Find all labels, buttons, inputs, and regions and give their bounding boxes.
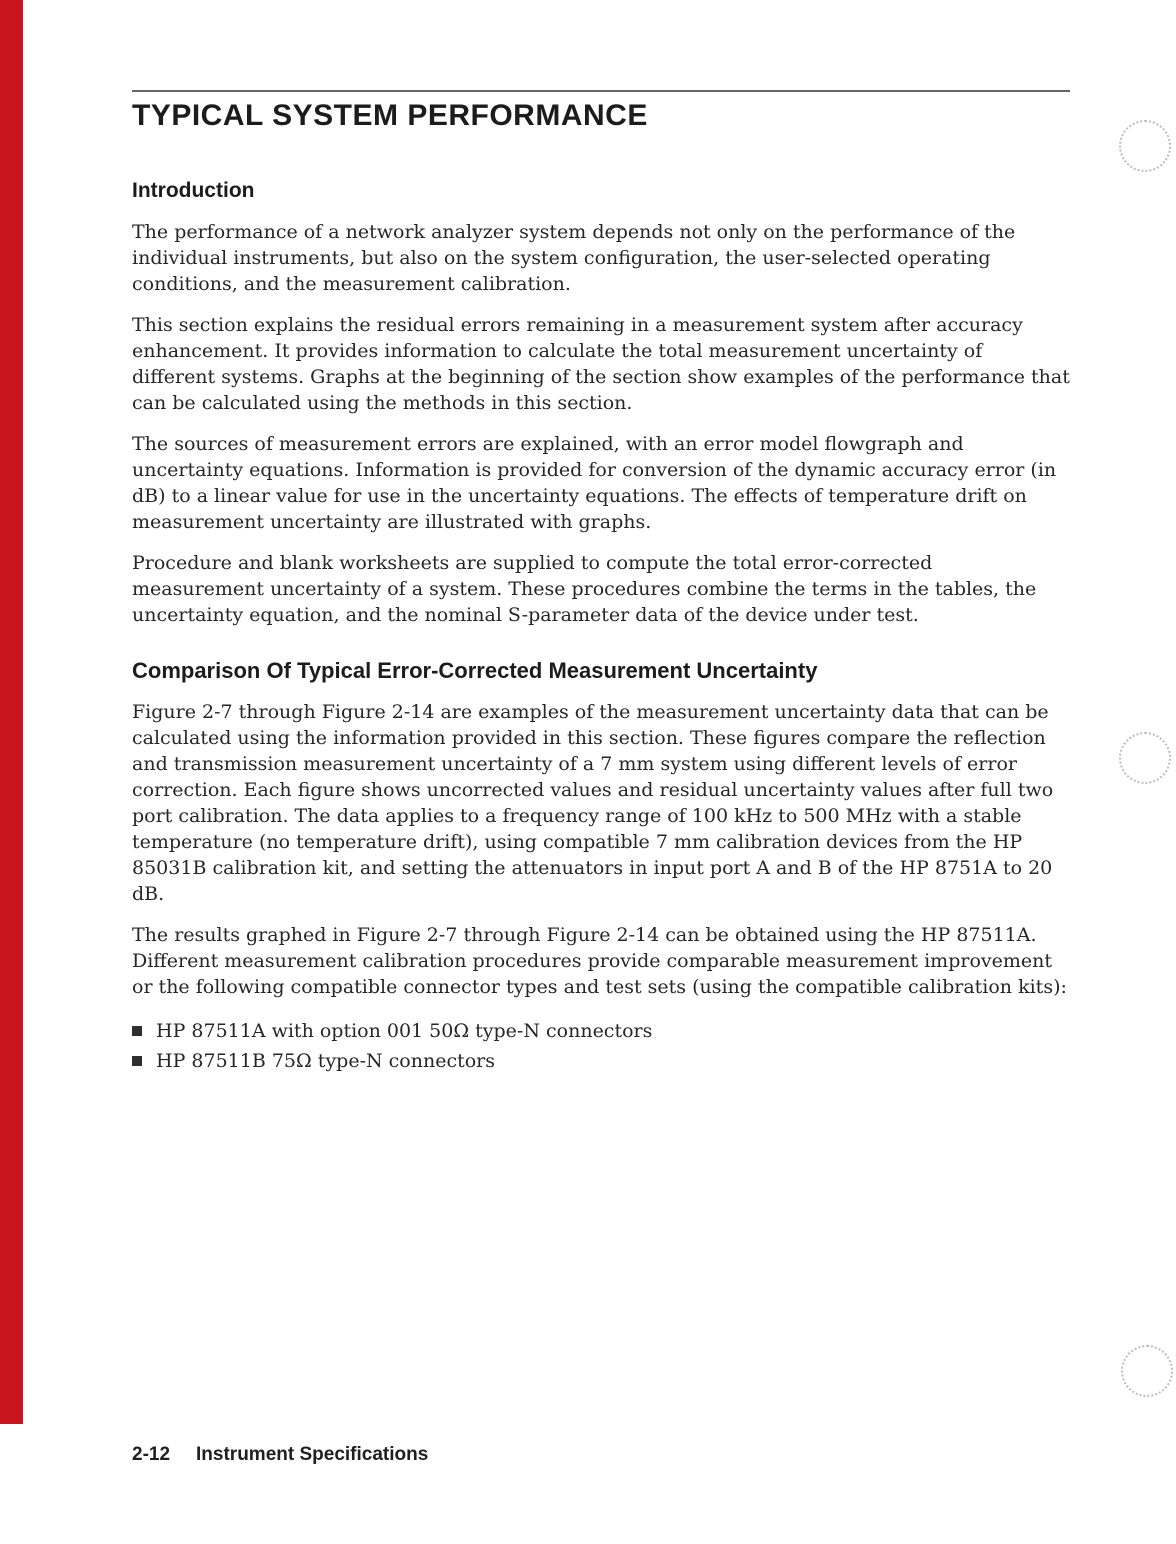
paragraph-worksheets: Procedure and blank worksheets are supplied to compute the total error-corrected measurement uncertainty of a system. These procedures combine the terms in the tables, the uncertainty equation, and the nominal S-parameter data of the device under test.	[132, 552, 1037, 626]
page-title: TYPICAL SYSTEM PERFORMANCE	[132, 99, 648, 132]
header-rule	[132, 90, 1070, 92]
paragraph-residual-errors: This section explains the residual errors remaining in a measurement system after accuracy enhancement. It provides information to calculate the total measurement uncertainty of different systems. Graphs at the beginning of the section show examples of the performance that can be calculated using the methods in this section.	[132, 314, 1070, 414]
paragraph-results: The results graphed in Figure 2-7 through Figure 2-14 can be obtained using the HP 87511A. Different measurement calibration procedures provide comparable measurement improvement or the following compatible connector types and test sets (using the compatible calibration kits):	[132, 924, 1067, 998]
paragraph-error-sources: The sources of measurement errors are explained, with an error model flowgraph and uncertainty equations. Information is provided for conversion of the dynamic accuracy error (in dB) to a linear value for use in the uncertainty equations. The effects of temperature drift on measurement uncertainty are illustrated with graphs.	[132, 433, 1057, 533]
section-heading-comparison: Comparison Of Typical Error-Corrected Measurement Uncertainty	[132, 658, 818, 683]
hole-punch-artifact	[1119, 732, 1171, 784]
connector-list	[132, 1016, 1070, 1076]
section-heading-introduction: Introduction	[132, 179, 255, 202]
list-item	[132, 1046, 1070, 1076]
footer-label: Instrument Specifications	[196, 1444, 429, 1465]
list-item	[132, 1016, 1070, 1046]
page-number: 2-12	[132, 1444, 171, 1465]
scan-spine-strip	[0, 0, 23, 1424]
square-bullet-icon	[132, 1056, 142, 1066]
square-bullet-icon	[132, 1026, 142, 1036]
page-footer	[132, 1444, 428, 1466]
hole-punch-artifact	[1121, 1345, 1173, 1397]
list-item-text: HP 87511B 75Ω type-N connectors	[156, 1050, 496, 1072]
page-content	[132, 90, 1070, 1076]
hole-punch-artifact	[1119, 120, 1171, 172]
paragraph-figures: Figure 2-7 through Figure 2-14 are examples of the measurement uncertainty data that can be calculated using the information provided in this section. These figures compare the reflection and transmission measurement uncertainty of a 7 mm system using different levels of error correction. Each figure shows uncorrected values and residual uncertainty values after full two port calibration. The data applies to a frequency range of 100 kHz to 500 MHz with a stable temperature (no temperature drift), using compatible 7 mm calibration devices from the HP 85031B calibration kit, and setting the attenuators in input port A and B of the HP 8751A to 20 dB.	[132, 701, 1054, 905]
list-item-text: HP 87511A with option 001 50Ω type-N connectors	[156, 1020, 653, 1042]
paragraph-performance: The performance of a network analyzer system depends not only on the performance of the individual instruments, but also on the system configuration, the user-selected operating conditions, and the measurement calibration.	[132, 221, 1016, 295]
